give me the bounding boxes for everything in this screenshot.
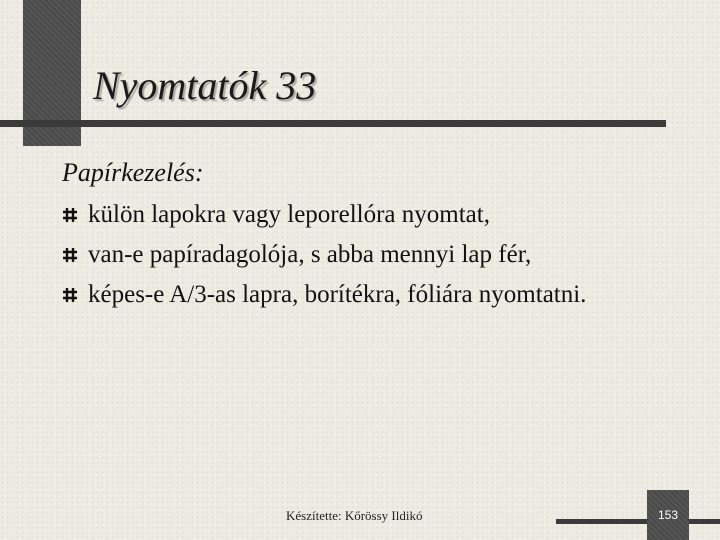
bullet-item [60, 196, 700, 233]
bullet-item [60, 236, 700, 273]
footer-divider [556, 519, 720, 524]
hash-bullet-icon [62, 287, 78, 303]
bullet-list [60, 196, 700, 316]
hash-bullet-icon [62, 247, 78, 263]
slide-title: Nyomtatók 33 [93, 63, 317, 108]
section-heading: Papírkezelés: [62, 158, 204, 187]
bullet-text: van-e papíradagolója, s abba mennyi lap fér, [88, 241, 532, 268]
title-divider [0, 120, 666, 127]
hash-bullet-icon [62, 207, 78, 223]
page-number: 153 [657, 508, 679, 522]
bullet-item [60, 276, 700, 313]
footer-author: Készítette: Kőrössy Ildikó [286, 508, 423, 523]
bullet-text: külön lapokra vagy leporellóra nyomtat, [88, 201, 490, 228]
bullet-text: képes-e A/3-as lapra, borítékra, fóliára nyomtatni. [88, 281, 587, 308]
